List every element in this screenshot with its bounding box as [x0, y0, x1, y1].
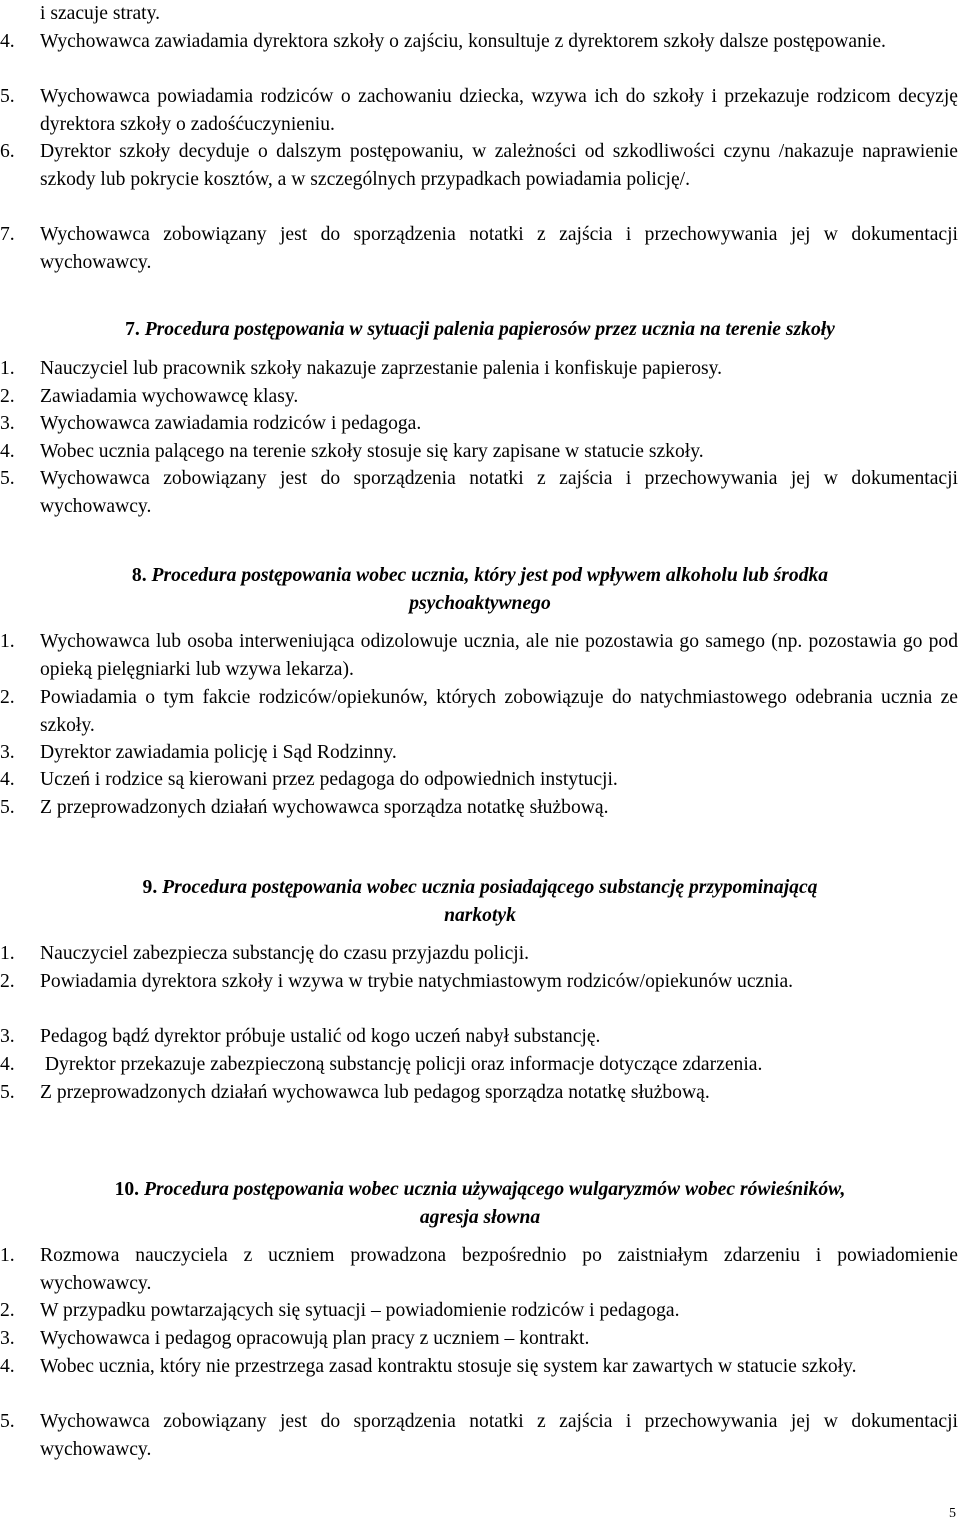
list-number: 5. [0, 1082, 15, 1103]
section-title: narkotyk [444, 905, 516, 926]
list-item [0, 83, 958, 138]
list-text: Pedagog bądź dyrektor próbuje ustalić od kogo uczeń nabył substancję. [40, 1026, 601, 1047]
list-number: 2. [0, 971, 15, 992]
list-number: 3. [0, 1026, 15, 1047]
list-number: 2. [0, 386, 15, 407]
section-heading [0, 316, 960, 344]
list-number: 4. [0, 1356, 15, 1377]
section-title: Procedura postępowania w sytuacji palenia papierosów przez ucznia na terenie szkoły [144, 319, 835, 340]
list-text: Wychowawca i pedagog opracowują plan pracy z uczniem – kontrakt. [40, 1328, 590, 1349]
list-text: Dyrektor przekazuje zabezpieczoną substancję policji oraz informacje dotyczące zdarzenia. [40, 1054, 763, 1075]
list-number: 2. [0, 1300, 15, 1321]
list-number: 6. [0, 141, 15, 162]
list-item [0, 1242, 958, 1297]
list-item [0, 438, 958, 466]
section-heading-continued [0, 902, 960, 930]
page-number: 5 [949, 1506, 956, 1521]
list-number: 4. [0, 31, 15, 52]
list-number: 7. [0, 224, 15, 245]
list-item [0, 684, 958, 739]
list-text: Powiadamia dyrektora szkoły i wzywa w trybie natychmiastowym rodziców/opiekunów ucznia. [40, 971, 794, 992]
list-item [0, 465, 958, 520]
list-text: Wychowawca zobowiązany jest do sporządzenia notatki z zajścia i przechowywania jej w dokumentacji wychowawcy. [40, 1411, 958, 1460]
list-text: Nauczyciel lub pracownik szkoły nakazuje zaprzestanie palenia i konfiskuje papierosy. [40, 358, 723, 379]
list-number: 3. [0, 413, 15, 434]
section-number: 7. [125, 319, 140, 340]
section-title: Procedura postępowania wobec ucznia posiadającego substancję przypominającą [162, 877, 818, 898]
list-text: Wychowawca zawiadamia rodziców i pedagoga. [40, 413, 422, 434]
section-heading [0, 874, 960, 902]
list-item [0, 968, 958, 996]
list-text: Z przeprowadzonych działań wychowawca lub pedagog sporządza notatkę służbową. [40, 1082, 710, 1103]
list-text: Dyrektor szkoły decyduje o dalszym postępowaniu, w zależności od szkodliwości czynu /nakazuje naprawienie szkody lub pokrycie kosztów, a w szczególnych przypadkach powiadamia policję/. [40, 141, 958, 190]
list-number: 3. [0, 1328, 15, 1349]
list-number: 1. [0, 358, 15, 379]
section-number: 10. [114, 1179, 140, 1200]
list-text: Wychowawca zobowiązany jest do sporządzenia notatki z zajścia i przechowywania jej w dokumentacji wychowawcy. [40, 468, 958, 517]
list-item [0, 1023, 958, 1051]
list-text: Uczeń i rodzice są kierowani przez pedagoga do odpowiednich instytucji. [40, 769, 618, 790]
list-text: Wychowawca powiadamia rodziców o zachowaniu dziecka, wzywa ich do szkoły i przekazuje rodzicom decyzję dyrektora szkoły o zadośćuczynieniu. [40, 86, 958, 135]
list-text: Dyrektor zawiadamia policję i Sąd Rodzinny. [40, 742, 397, 763]
list-text: Wychowawca lub osoba interweniująca odizolowuje ucznia, ale nie pozostawia go samego (np. pozostawia go pod opieką pielęgniarki lub wzywa lekarza). [40, 631, 958, 680]
list-item [0, 355, 958, 383]
list-item [0, 766, 958, 794]
list-number: 4. [0, 1054, 15, 1075]
list-number: 4. [0, 441, 15, 462]
list-number: 1. [0, 943, 15, 964]
list-item [0, 221, 958, 276]
section-title: Procedura postępowania wobec ucznia, który jest pod wpływem alkoholu lub środka [151, 565, 829, 586]
list-number: 3. [0, 742, 15, 763]
list-text: Wobec ucznia palącego na terenie szkoły stosuje się kary zapisane w statucie szkoły. [40, 441, 704, 462]
list-item [0, 739, 958, 767]
list-number: 1. [0, 1245, 15, 1266]
list-item [0, 628, 958, 683]
list-text: Rozmowa nauczyciela z uczniem prowadzona bezpośrednio po zaistniałym zdarzeniu i powiadomienie wychowawcy. [40, 1245, 958, 1294]
list-item [0, 794, 958, 822]
list-item [0, 28, 958, 56]
list-text: Wychowawca zobowiązany jest do sporządzenia notatki z zajścia i przechowywania jej w dokumentacji wychowawcy. [40, 224, 958, 273]
section-heading-continued [0, 590, 960, 618]
section-number: 9. [142, 877, 158, 898]
list-number: 2. [0, 687, 15, 708]
list-number: 1. [0, 631, 15, 652]
list-text: Powiadamia o tym fakcie rodziców/opiekunów, których zobowiązuje do natychmiastowego odebrania ucznia ze szkoły. [40, 687, 958, 736]
list-number: 5. [0, 86, 15, 107]
list-number: 5. [0, 797, 15, 818]
list-item [0, 940, 958, 968]
list-text: Zawiadamia wychowawcę klasy. [40, 386, 299, 407]
list-item [0, 410, 958, 438]
section-title: agresja słowna [419, 1207, 541, 1228]
list-number: 4. [0, 769, 15, 790]
list-text: Wobec ucznia, który nie przestrzega zasad kontraktu stosuje się system kar zawartych w statucie szkoły. [40, 1356, 857, 1377]
list-item [0, 1353, 958, 1381]
list-text: W przypadku powtarzających się sytuacji – powiadomienie rodziców i pedagoga. [40, 1300, 680, 1321]
list-number: 5. [0, 1411, 15, 1432]
list-text: Wychowawca zawiadamia dyrektora szkoły o zajściu, konsultuje z dyrektorem szkoły dalsze postępowanie. [40, 31, 886, 52]
section-title: Procedura postępowania wobec ucznia używającego wulgaryzmów wobec rówieśników, [143, 1179, 846, 1200]
list-item [0, 383, 958, 411]
list-item [0, 1297, 958, 1325]
section-heading [0, 562, 960, 590]
list-item [0, 1079, 958, 1107]
list-item [0, 138, 958, 193]
section-number: 8. [131, 565, 147, 586]
list-text: Nauczyciel zabezpiecza substancję do czasu przyjazdu policji. [40, 943, 530, 964]
list-item [0, 1051, 958, 1079]
section-title: psychoaktywnego [409, 593, 551, 614]
section-heading-continued [0, 1204, 960, 1232]
list-number: 5. [0, 468, 15, 489]
list-item [0, 1325, 958, 1353]
list-item [0, 1408, 958, 1463]
list-text: Z przeprowadzonych działań wychowawca sporządza notatkę służbową. [40, 797, 609, 818]
section-heading [0, 1176, 960, 1204]
top-fragment: i szacuje straty. [40, 3, 161, 24]
